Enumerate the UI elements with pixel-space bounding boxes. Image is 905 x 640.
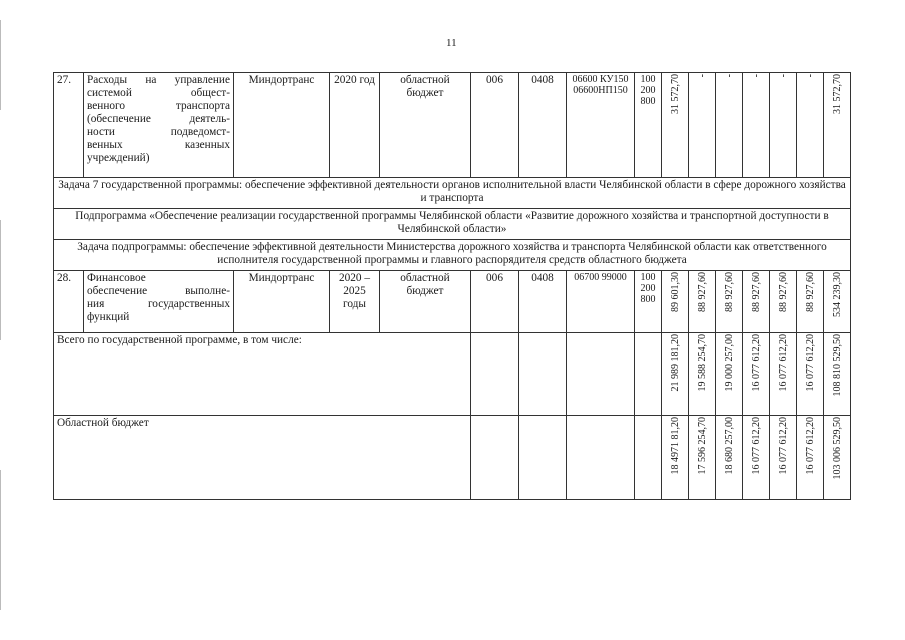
- value-2020: 18 4971 81,20: [662, 416, 689, 500]
- value-2025: 88 927,60: [797, 271, 824, 333]
- empty-cell: [519, 416, 567, 500]
- value-total: 103 006 529,50: [824, 416, 851, 500]
- period: 2020 – 2025 годы: [330, 271, 380, 333]
- grbs-code: 006: [471, 271, 519, 333]
- scan-edge-mark: [0, 470, 1, 610]
- task-7-heading: Задача 7 государственной программы: обеспечение эффективной деятельности органов исполнительной власти Челябинской области в сфере дорожного хозяйства и транспорта: [54, 178, 851, 209]
- funding-source: областной бюджет: [380, 271, 471, 333]
- total-label: Всего по государственной программе, в том числе:: [54, 333, 471, 416]
- empty-cell: [635, 333, 662, 416]
- empty-cell: [519, 333, 567, 416]
- empty-cell: [471, 416, 519, 500]
- value-2020: 89 601,30: [662, 271, 689, 333]
- value-2023: 88 927,60: [743, 271, 770, 333]
- measure-name: Расходы на управление системой общест- венного транспорта (обеспечение деятель- ности подведомст- венных казенных учреждений): [84, 73, 234, 178]
- value-2021: 88 927,60: [689, 271, 716, 333]
- value-2025: -: [797, 73, 824, 178]
- value-2022: 18 680 257,00: [716, 416, 743, 500]
- table-row: [54, 271, 851, 333]
- value-2023: 16 077 612,20: [743, 333, 770, 416]
- value-2025: 16 077 612,20: [797, 333, 824, 416]
- regional-budget-label: Областной бюджет: [54, 416, 471, 500]
- empty-cell: [567, 416, 635, 500]
- value-total: 108 810 529,50: [824, 333, 851, 416]
- subtask-row: [54, 240, 851, 271]
- row-number: 28.: [54, 271, 84, 333]
- period: 2020 год: [330, 73, 380, 178]
- value-total: 534 239,30: [824, 271, 851, 333]
- executor: Миндортранс: [234, 271, 330, 333]
- program-table: [53, 72, 851, 500]
- value-2022: -: [716, 73, 743, 178]
- table-row: [54, 73, 851, 178]
- empty-cell: [567, 333, 635, 416]
- value-2021: 17 596 254,70: [689, 416, 716, 500]
- value-2021: -: [689, 73, 716, 178]
- empty-cell: [471, 333, 519, 416]
- csr-code: 06600 КУ150 06600НП150: [567, 73, 635, 178]
- grbs-code: 006: [471, 73, 519, 178]
- subtask-heading: Задача подпрограммы: обеспечение эффективной деятельности Министерства дорожного хозяйства и транспорта Челябинской области как ответственного исполнителя государственной программы и главного распорядителя средств областного бюджета: [54, 240, 851, 271]
- value-2020: 31 572,70: [662, 73, 689, 178]
- total-row: [54, 333, 851, 416]
- value-2022: 19 000 257,00: [716, 333, 743, 416]
- value-2024: -: [770, 73, 797, 178]
- row-number: 27.: [54, 73, 84, 178]
- task-row: [54, 178, 851, 209]
- rzpr-code: 0408: [519, 271, 567, 333]
- executor: Миндортранс: [234, 73, 330, 178]
- measure-name: Финансовое обеспечение выполне- ния государственных функций: [84, 271, 234, 333]
- empty-cell: [635, 416, 662, 500]
- value-2024: 16 077 612,20: [770, 333, 797, 416]
- value-2025: 16 077 612,20: [797, 416, 824, 500]
- value-2024: 16 077 612,20: [770, 416, 797, 500]
- scan-edge-mark: [0, 220, 1, 340]
- value-2022: 88 927,60: [716, 271, 743, 333]
- subprogram-row: [54, 209, 851, 240]
- value-total: 31 572,70: [824, 73, 851, 178]
- value-2024: 88 927,60: [770, 271, 797, 333]
- vr-code: 100 200 800: [635, 73, 662, 178]
- scan-edge-mark: [0, 20, 1, 110]
- page-number: 11: [446, 37, 457, 49]
- value-2023: -: [743, 73, 770, 178]
- csr-code: 06700 99000: [567, 271, 635, 333]
- rzpr-code: 0408: [519, 73, 567, 178]
- subprogram-heading: Подпрограмма «Обеспечение реализации государственной программы Челябинской области «Развитие дорожного хозяйства и транспортной доступности в Челябинской области»: [54, 209, 851, 240]
- value-2021: 19 588 254,70: [689, 333, 716, 416]
- value-2020: 21 989 181,20: [662, 333, 689, 416]
- regional-budget-row: [54, 416, 851, 500]
- vr-code: 100 200 800: [635, 271, 662, 333]
- value-2023: 16 077 612,20: [743, 416, 770, 500]
- funding-source: областной бюджет: [380, 73, 471, 178]
